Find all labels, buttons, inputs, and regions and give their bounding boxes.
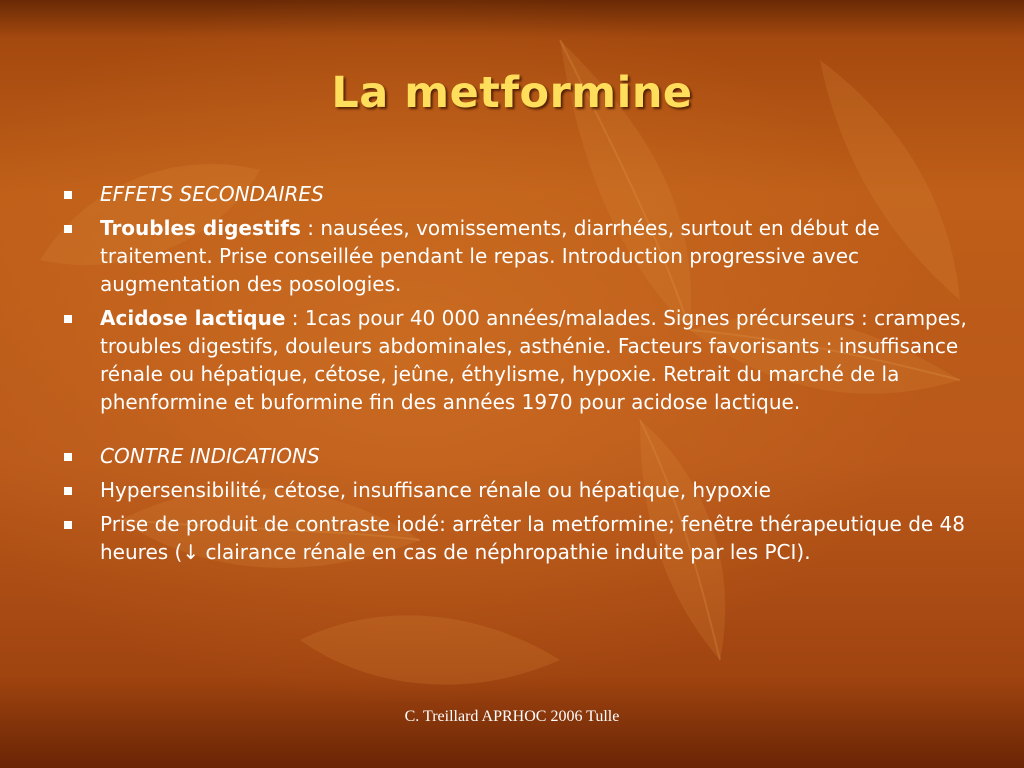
- section-heading: CONTRE INDICATIONS: [100, 444, 320, 468]
- list-item: [60, 510, 970, 566]
- square-bullet-icon: [64, 191, 72, 199]
- bullet-list: [60, 180, 970, 572]
- list-item: [60, 214, 970, 298]
- item-term: Troubles digestifs: [100, 216, 301, 240]
- list-item: [60, 442, 970, 470]
- square-bullet-icon: [64, 487, 72, 495]
- list-item: [60, 304, 970, 416]
- item-term: Acidose lactique: [100, 306, 286, 330]
- square-bullet-icon: [64, 453, 72, 461]
- list-item: [60, 180, 970, 208]
- section-heading: EFFETS SECONDAIRES: [100, 182, 324, 206]
- slide-footer: C. Treillard APRHOC 2006 Tulle: [404, 708, 620, 725]
- item-text: Prise de produit de contraste iodé: arrêter la metformine; fenêtre thérapeutique de 48 heures (↓ clairance rénale en cas de néphropathie induite par les PCI).: [100, 512, 965, 564]
- item-text: : 1cas pour 40 000 années/malades. Signes précurseurs : crampes, troubles digestifs, douleurs abdominales, asthénie. Facteurs favorisants : insuffisance rénale ou hépatique, cétose, jeûne, éthylisme, hypoxie. Retrait du marché de la phenformine et buformine fin des années 1970 pour acidose lactique.: [100, 306, 967, 414]
- item-text: Hypersensibilité, cétose, insuffisance rénale ou hépatique, hypoxie: [100, 478, 771, 502]
- list-item: [60, 476, 970, 504]
- square-bullet-icon: [64, 225, 72, 233]
- slide-title: La metformine: [331, 68, 693, 118]
- square-bullet-icon: [64, 315, 72, 323]
- item-text: : nausées, vomissements, diarrhées, surtout en début de traitement. Prise conseillée pendant le repas. Introduction progressive avec augmentation des posologies.: [100, 216, 880, 296]
- square-bullet-icon: [64, 521, 72, 529]
